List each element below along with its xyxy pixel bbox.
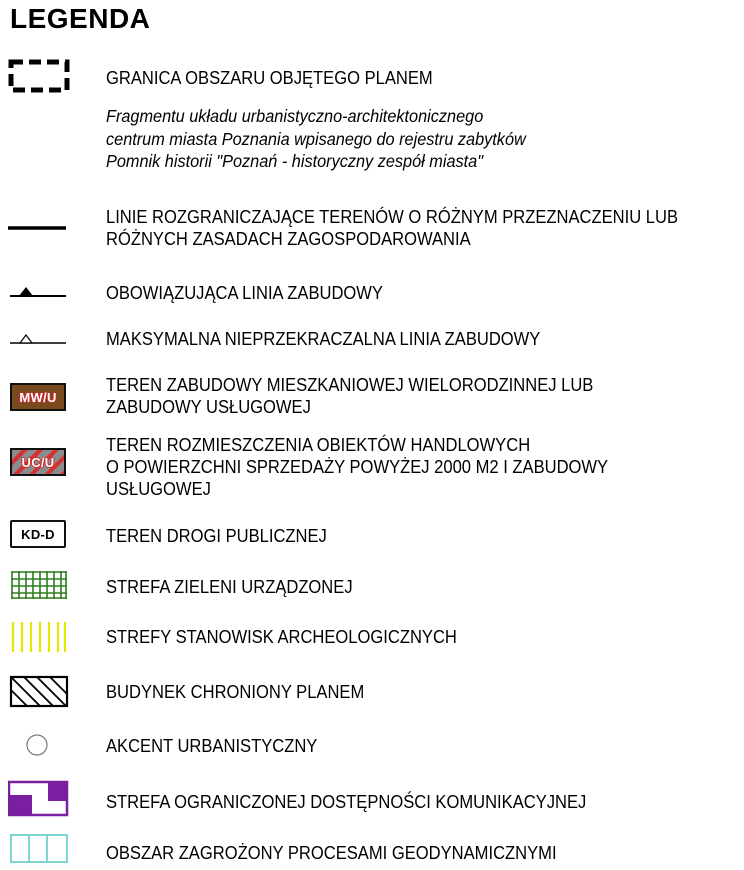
legend-note xyxy=(106,105,526,173)
legend-label-mandatory-building-line: OBOWIĄZUJĄCA LINIA ZABUDOWY xyxy=(106,283,383,303)
open-triangle-line-icon xyxy=(8,328,70,348)
legend-title: LEGENDA xyxy=(10,3,151,34)
legend-label-dividing-lines xyxy=(106,206,678,250)
hatched-rectangle-icon xyxy=(9,675,69,709)
label-line: O POWIERZCHNI SPRZEDAŻY POWYŻEJ 2000 M2 I ZABUDOWY xyxy=(106,457,609,477)
circle-icon xyxy=(24,732,52,758)
purple-blocks-icon xyxy=(8,780,70,818)
label-line: ZABUDOWY USŁUGOWEJ xyxy=(106,397,311,417)
dashed-rectangle-icon xyxy=(8,59,70,93)
legend-label-limited-access-zone: STREFA OGRANICZONEJ DOSTĘPNOŚCI KOMUNIKACYJNEJ xyxy=(106,792,587,812)
zone-code-ucu: UC/U xyxy=(10,448,66,476)
legend-label-urban-accent: AKCENT URBANISTYCZNY xyxy=(106,736,318,756)
note-line-1: Fragmentu układu urbanistyczno-architektonicznego xyxy=(106,106,484,126)
zone-code-kdd: KD-D xyxy=(10,520,66,548)
label-line: LINIE ROZGRANICZAJĄCE TERENÓW O RÓŻNYM PRZEZNACZENIU LUB xyxy=(106,207,678,227)
cyan-grid-icon xyxy=(9,832,69,866)
label-line: USŁUGOWEJ xyxy=(106,479,211,499)
legend-label-green-zone: STREFA ZIELENI URZĄDZONEJ xyxy=(106,577,353,597)
legend-label-commercial-zone xyxy=(106,434,608,500)
legend-label-archaeological-zones: STREFY STANOWISK ARCHEOLOGICZNYCH xyxy=(106,627,457,647)
legend-label-public-road: TEREN DROGI PUBLICZNEJ xyxy=(106,526,327,546)
label-line: RÓŻNYCH ZASADACH ZAGOSPODAROWANIA xyxy=(106,229,471,249)
legend-label-residential-zone xyxy=(106,374,593,418)
note-line-3: Pomnik historii "Poznań - historyczny zespół miasta" xyxy=(106,151,483,171)
legend-label-boundary: GRANICA OBSZARU OBJĘTEGO PLANEM xyxy=(106,68,433,88)
solid-line-icon xyxy=(8,222,70,234)
label-line: TEREN ZABUDOWY MIESZKANIOWEJ WIELORODZINNEJ LUB xyxy=(106,375,594,395)
note-line-2: centrum miasta Poznania wpisanego do rejestru zabytków xyxy=(106,128,526,149)
filled-triangle-line-icon xyxy=(8,282,70,302)
label-line: TEREN ROZMIESZCZENIA OBIEKTÓW HANDLOWYCH xyxy=(106,435,531,455)
green-grid-icon xyxy=(10,570,68,600)
legend-label-geodynamic-hazard: OBSZAR ZAGROŻONY PROCESAMI GEODYNAMICZNYMI xyxy=(106,843,557,863)
zone-code-mwu: MW/U xyxy=(10,383,66,411)
legend-label-maximum-building-line: MAKSYMALNA NIEPRZEKRACZALNA LINIA ZABUDOWY xyxy=(106,329,541,349)
legend-label-protected-building: BUDYNEK CHRONIONY PLANEM xyxy=(106,682,365,702)
yellow-stripes-icon xyxy=(10,620,68,654)
